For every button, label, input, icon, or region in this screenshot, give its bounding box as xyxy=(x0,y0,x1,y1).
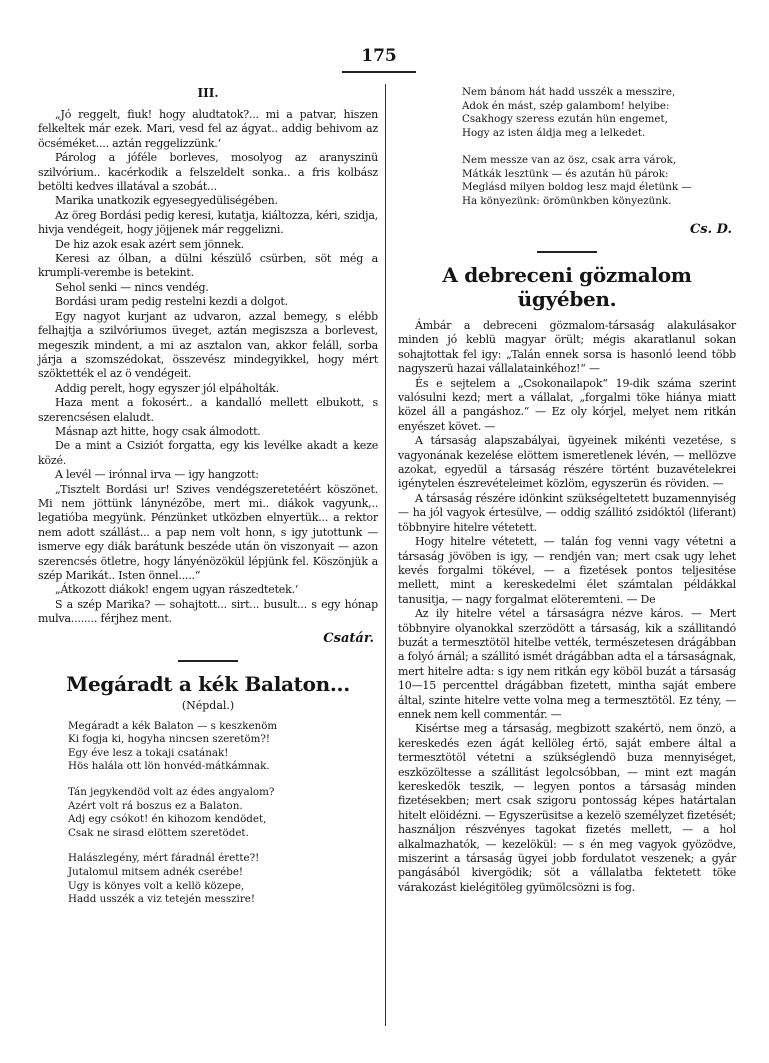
verse-line: Ha könyezünk: örömünkben könyezünk. xyxy=(462,194,672,207)
verse-line: Hadd usszék a viz tetején messzire! xyxy=(68,893,255,906)
paragraph: „Tisztelt Bordási ur! Szives vendégszeretetéért köszönet. Mi nem jöttünk lánynézőbe, mert mi.. diákok vagyunk,.. legatióba megyünk. Pénzünket utközben elnyertük... a rektor nem adott szállást... a pap nem volt honn, s igy jutottunk — ismerve egy diák barátunk beszéde után ön viszonyait — azon szerencsés ötletre, hogy lányénözökül lépjünk fel. Köszönjük a szép Marikát.. Isten önnel.....“ xyxy=(38,482,378,582)
header-rule xyxy=(342,71,416,73)
paragraph: Addig perelt, hogy egyszer jól elpáholták. xyxy=(55,381,279,395)
paragraph: Másnap azt hitte, hogy csak álmodott. xyxy=(55,424,261,438)
paragraph: Sehol senki — nincs vendég. xyxy=(55,280,209,294)
paragraph: A társaság alapszabályai, ügyeinek mikénti vezetése, s vagyonának kezelése elöttem ismeretlenek lévén, — mellözve azokat, egyedül a társaság részére történt buzavételekrei igénytelen észrevételeimet közlöm, egyszerün és röviden. — xyxy=(398,434,736,491)
verse-line: Adj egy csókot! én kihozom kendödet, xyxy=(68,813,267,826)
verse-line: Megáradt a kék Balaton — s keszkenöm xyxy=(68,719,278,732)
article-text xyxy=(398,319,736,895)
stanza xyxy=(68,852,378,906)
column-divider xyxy=(385,84,386,1026)
author-signature: Csatár. xyxy=(323,630,374,646)
verse-line: Ugy is könyes volt a kellö közepe, xyxy=(68,879,245,892)
separator-rule xyxy=(178,660,238,662)
paragraph: Hogy hitelre vétetett, — talán fog venni vagy vétetni a társaság jövöben is igy, — rendjén van; mert csak ugy lehet kevés forgalmi tökével, — a fizetések pontos teljesitése mellett, mint a kereskedelmi élet számtalan példákkal tanusitja, — nagy forgalmat elöteremteni. — De xyxy=(398,535,736,606)
verse-line: Jutalomul mitsem adnék cserébe! xyxy=(68,865,244,878)
poem-signature: Cs. D. xyxy=(689,222,732,237)
paragraph: Marika unatkozik egyesegyedüliségében. xyxy=(55,194,278,208)
poem-body xyxy=(38,720,378,907)
verse-line: Mátkák lesztünk — és azután hü párok: xyxy=(462,167,669,180)
verse-line: Csakhogy szeress ezután hün engemet, xyxy=(462,113,668,125)
paragraph: S a szép Marika? — sohajtott... sirt... busult... s egy hónap mulva........ férjhez ment. xyxy=(38,597,378,626)
story-text xyxy=(38,108,378,627)
separator-rule xyxy=(537,251,597,253)
verse-line: Halászlegény, mért fáradnál érette?! xyxy=(68,852,260,865)
paragraph: „Átkozott diákok! engem ugyan rászedtetek.‘ xyxy=(55,583,299,597)
stanza xyxy=(68,786,378,840)
left-column xyxy=(38,86,378,919)
poem-subtitle: (Népdal.) xyxy=(181,698,235,712)
verse-line: Csak ne sirasd elöttem szeretödet. xyxy=(68,826,249,839)
paragraph: Egy nagyot kurjant az udvaron, azzal bemegy, s elébb felhajtja a szilvóriumos üveget, aztán megiszsza a borlevest, megeszik mindent, a mi az asztalon van, akkor feláll, sorba járja a szomszédokat, összevész mindegyikkel, hogy mért szöktették el az ö vendégeit. xyxy=(38,309,378,381)
stanza xyxy=(462,154,736,208)
verse-line: Meglásd milyen boldog lesz majd életünk — xyxy=(462,181,692,193)
right-column xyxy=(398,86,736,895)
section-heading: III. xyxy=(197,86,219,100)
paragraph: Keresi az ólban, a dülni készülő csürben, söt még a krumpli-verembe is betekint. xyxy=(38,252,378,280)
paragraph: Az öreg Bordási pedig keresi, kutatja, kiáltozza, kéri, szidja, hivja vendégeit, hogy jöjjenek már reggelizni. xyxy=(38,208,378,237)
page-number: 175 xyxy=(361,46,397,66)
paragraph: Ámbár a debreceni gözmalom-társaság alakulásakor minden jó keblü magyar örült; mégis akaratlanul sokan sohajtottak fel igy: „Talán ennek sorsa is hasonló leend több nagyszerü hazai vállalatainkéhoz!“ — xyxy=(398,319,736,376)
paragraph: Az ily hitelre vétel a társaságra nézve káros. — Mert többnyire olyanokkal szerzödött a társaság, kik a szállitandó buzát a termesztötöl hitelbe vették, természetesen drágábban a folyó árnál; a szállitó ismét drágábban adta el a társaságnak, mert hitelre adta: s igy nem ritkán egy köböl buzát a társaság 10—15 percenttel drágábban fizetett, mintha saját embere által, szinte hitelre vette volna meg a termesztötöl. Ez tény, — ennek nem kell commentár. — xyxy=(398,607,736,721)
paragraph: Haza ment a fokosért.. a kandalló mellett elbukott, s szerencsésen elaludt. xyxy=(38,396,378,424)
verse-line: Azért volt rá boszus ez a Balaton. xyxy=(68,799,243,812)
stanza xyxy=(462,86,736,140)
paragraph: Bordási uram pedig restelni kezdi a dolgot. xyxy=(55,295,288,309)
stanza xyxy=(68,720,378,774)
paragraph: A társaság részére idönkint szükségeltetett buzamennyiség — ha jól vagyok értesülve, — oddig szállitó zsidóktól (liferant) többnyire hitelre vétetett. xyxy=(398,491,736,534)
verse-line: Nem bánom hát hadd usszék a messzire, xyxy=(462,86,676,98)
verse-line: Adok én mást, szép galambom! helyibe: xyxy=(462,99,670,112)
verse-line: Hogy az isten áldja meg a lelkedet. xyxy=(462,126,646,139)
poem-continuation xyxy=(398,86,736,208)
paragraph: Kisértse meg a társaság, megbizott szakértö, nem önzö, a kereskedés ezen ágát kellöleg értö, saját embere által a termesztötöl vétetni a szükséglendö buza mennyiséget, eszközöltesse a szállitást legolcsóbban, — mint ezt magán kereskedök teszik, — legyen pontos a társaság minden fizetésekben; mert csak szigoru pontosság képes határtalan hitelt elöidézni. — Egyszerüsitse a kezelö személyzet fizetését; használjon részvényes tagokat fizetés mellett, — a hol alkalmazhatók, — kezelökül: — s én meg vagyok gyözödve, miszerint a társaság ügyei jobb fordulatot veszenek; a gyár pangásából kivergödik; söt a vállalatba fektetett töke várakozást kielégitöleg gyümölcsözni is fog. xyxy=(398,722,736,894)
article-title: A debreceni gözmalom ügyében. xyxy=(442,263,692,311)
verse-line: Nem messze van az ösz, csak arra várok, xyxy=(462,154,677,166)
paragraph: A levél — irónnal irva — igy hangzott: xyxy=(55,468,259,482)
paragraph: De a mint a Csiziót forgatta, egy kis levélke akadt a keze közé. xyxy=(38,439,378,467)
verse-line: Ki fogja ki, hogyha nincsen szeretöm?! xyxy=(68,733,271,746)
paragraph: „Jó reggelt, fiuk! hogy aludtatok?... mi a patvar, hiszen felkeltek már ezek. Mari, vesd fel az ágyat.. addig behivom az öcséméket.... aztán reggelizzünk.‘ xyxy=(38,108,378,150)
verse-line: Tán jegykendöd volt az édes angyalom? xyxy=(68,786,275,798)
verse-line: Egy éve lesz a tokaji csatának! xyxy=(68,746,229,759)
paragraph: És e sejtelem a „Csokonailapok“ 19-dik száma szerint valósulni kezd; mert a vállalat, „forgalmi töke hiánya miatt közel áll a pangáshoz.“ — Ez oly kórjel, melyet nem ritkán enyészet követ. — xyxy=(398,376,736,433)
paragraph: Párolog a jóféle borleves, mosolyog az aranyszinü szilvórium.. kacérkodik a felszeldelt sonka.. a fris kolbász betölti kedves illatával a szobát... xyxy=(38,151,378,194)
paragraph: De hiz azok esak azért sem jönnek. xyxy=(55,237,244,251)
poem-title: Megáradt a kék Balaton... xyxy=(66,671,350,696)
verse-line: Hös halála ott lön honvéd-mátkámnak. xyxy=(68,760,270,773)
